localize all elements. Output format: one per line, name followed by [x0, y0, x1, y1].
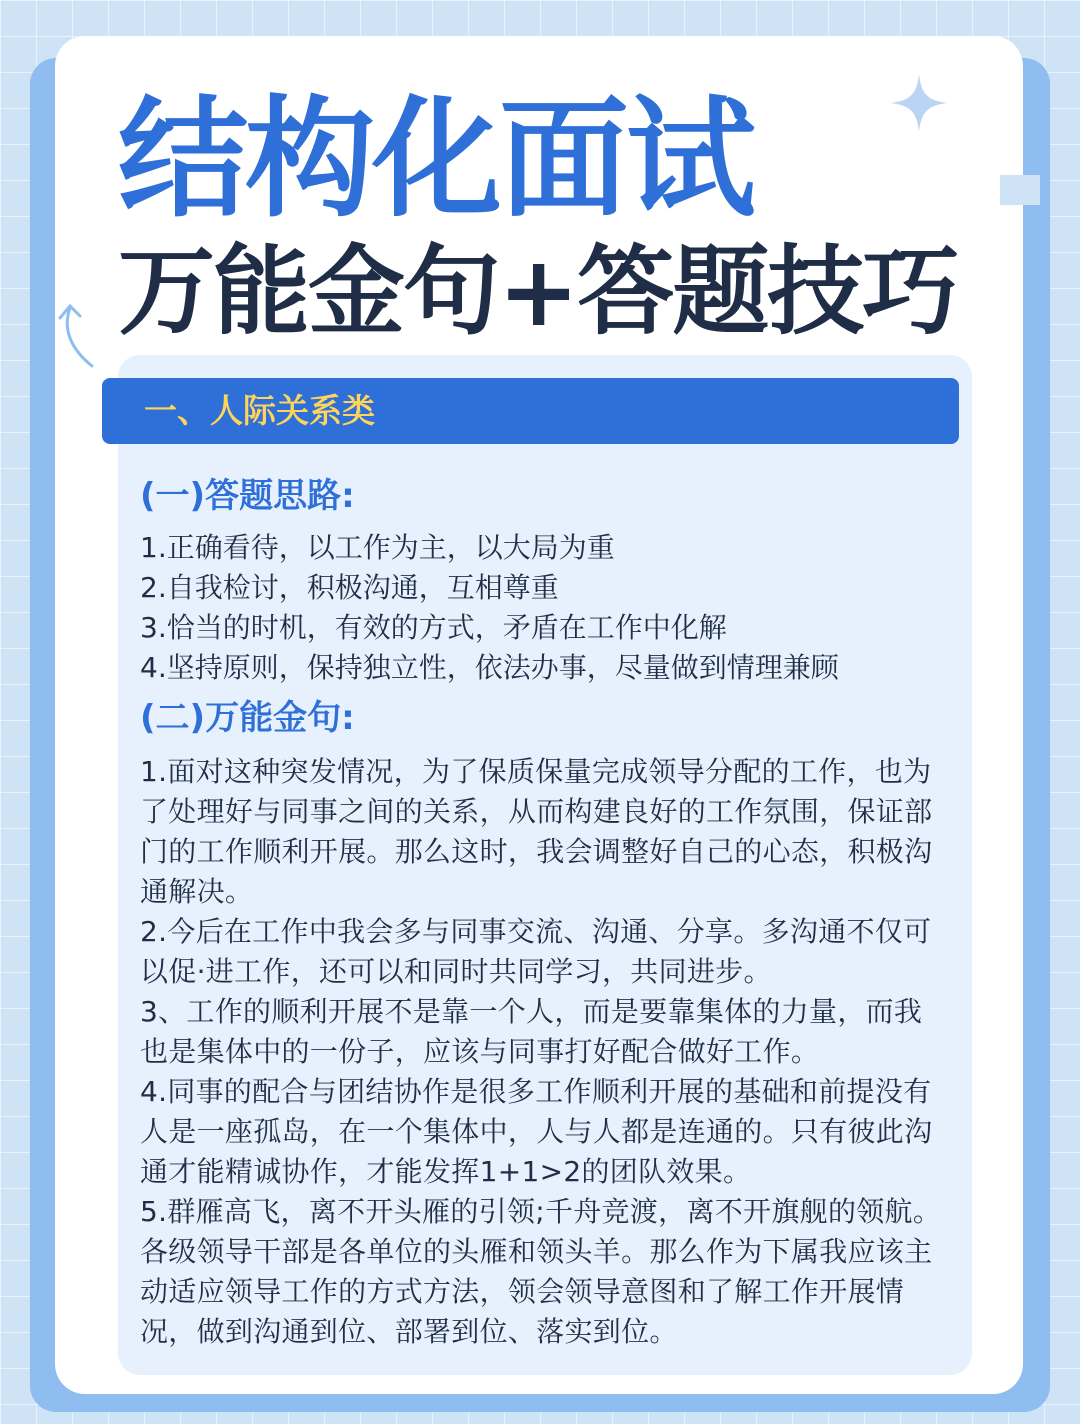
list-item: 2.自我检讨，积极沟通，互相尊重 — [140, 571, 559, 604]
content-body — [140, 470, 960, 1352]
sparkle-icon — [888, 72, 950, 134]
section-header — [102, 378, 959, 444]
arrow-doodle-icon — [52, 300, 102, 370]
tips-heading: (一)答题思路: — [140, 476, 355, 516]
tips-list — [140, 528, 960, 688]
page-title: 结构化面试 — [118, 83, 754, 235]
page-subtitle: 万能金句+答题技巧 — [118, 235, 958, 348]
card-notch — [1000, 175, 1040, 205]
list-item: 1.正确看待，以工作为主，以大局为重 — [140, 531, 615, 564]
list-item: 4.同事的配合与团结协作是很多工作顺利开展的基础和前提没有人是一座孤岛，在一个集体中，人与人都是连通的。只有彼此沟通才能精诚协作，才能发挥1+1>2的团队效果。 — [140, 1075, 933, 1188]
list-item: 1.面对这种突发情况，为了保质保量完成领导分配的工作，也为了处理好与同事之间的关系，从而构建良好的工作氛围，保证部门的工作顺利开展。那么这时，我会调整好自己的心态，积极沟通解决。 — [140, 755, 933, 908]
list-item: 5.群雁高飞，离不开头雁的引领;千舟竞渡，离不开旗舰的领航。各级领导干部是各单位的头雁和领头羊。那么作为下属我应该主动适应领导工作的方式方法，领会领导意图和了解工作开展情况，做到沟通到位、部署到位、落实到位。 — [140, 1195, 942, 1348]
phrases-list — [140, 752, 960, 1352]
list-item: 3.恰当的时机，有效的方式，矛盾在工作中化解 — [140, 611, 727, 644]
section-title: 一、人际关系类 — [144, 391, 375, 430]
list-item: 2.今后在工作中我会多与同事交流、沟通、分享。多沟通不仅可以促·进工作，还可以和同时共同学习，共同进步。 — [140, 915, 932, 988]
list-item: 3、工作的顺利开展不是靠一个人，而是要靠集体的力量，而我也是集体中的一份子，应该与同事打好配合做好工作。 — [140, 995, 923, 1068]
phrases-heading: (二)万能金句: — [140, 698, 355, 738]
list-item: 4.坚持原则，保持独立性，依法办事，尽量做到情理兼顾 — [140, 651, 839, 684]
